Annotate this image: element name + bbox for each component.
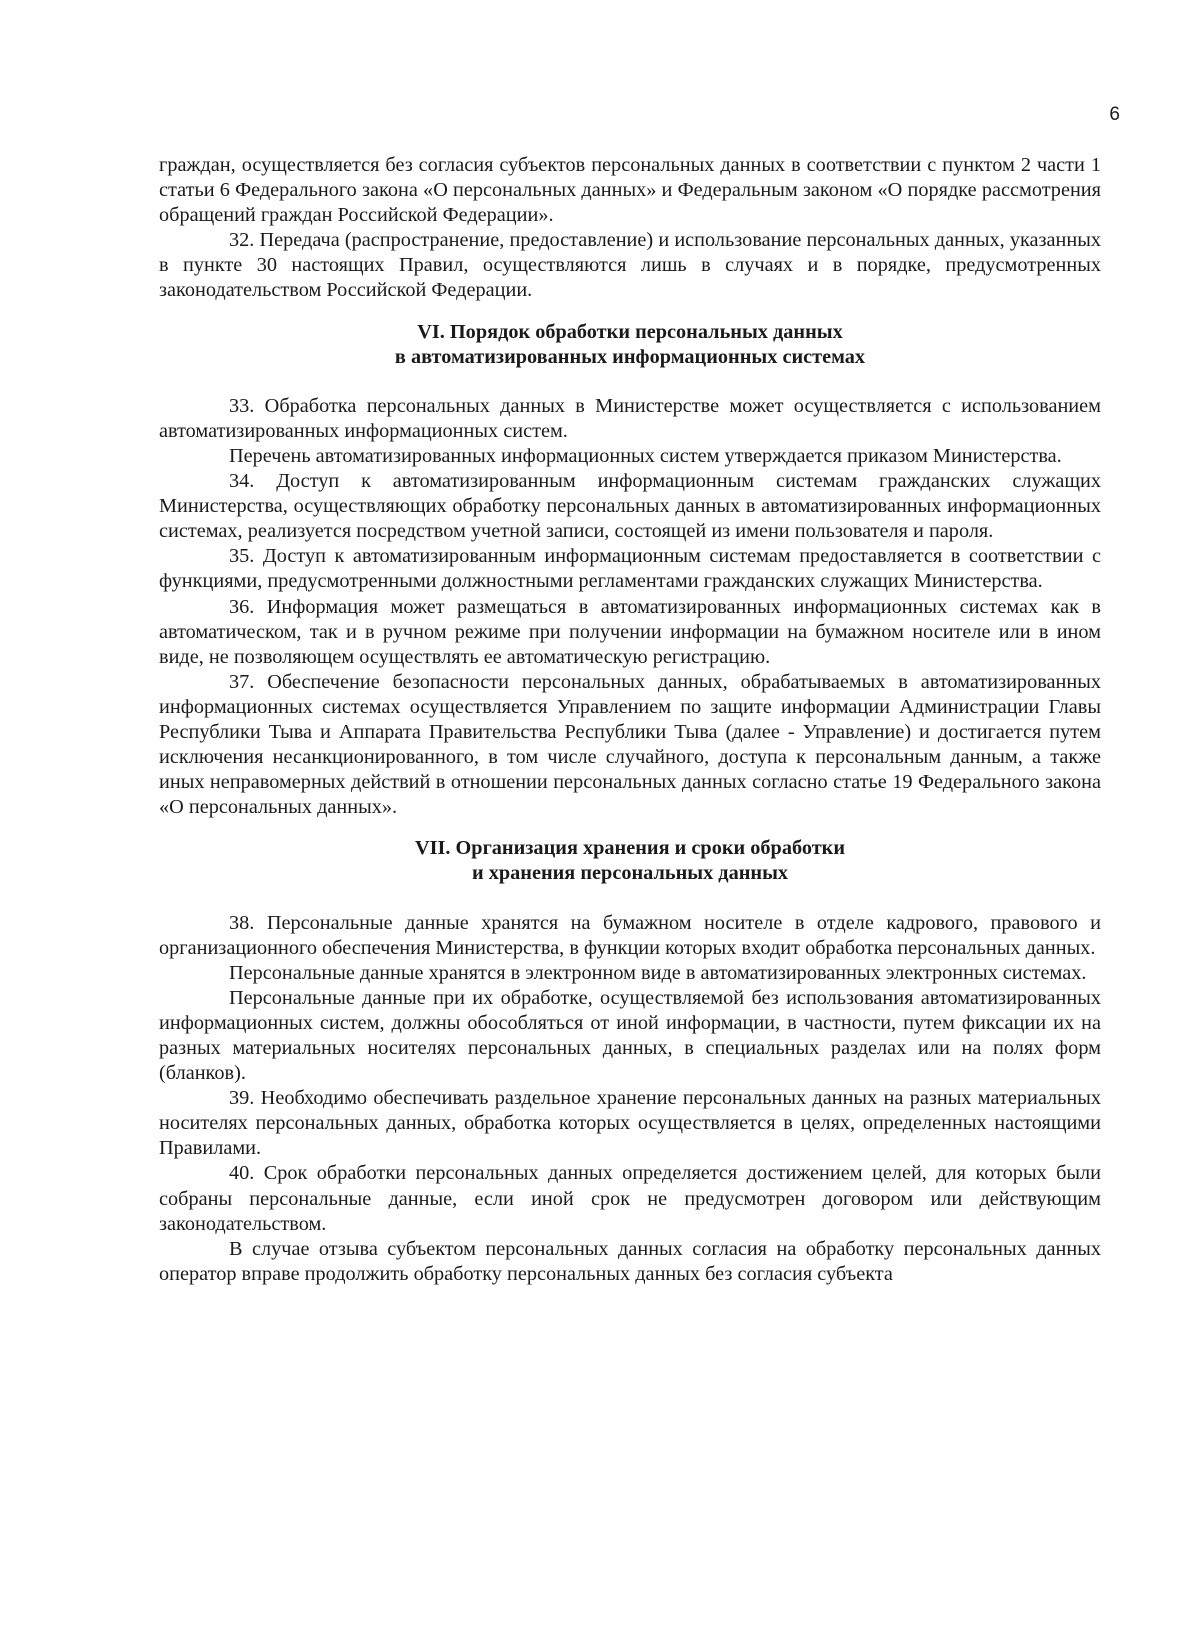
paragraph-35: 35. Доступ к автоматизированным информационным системам предоставляется в соответствии с функциями, предусмотренными должностными регламентами гражданских служащих Министерства. <box>159 545 1101 593</box>
section-heading-vi-line2: в автоматизированных информационных системах <box>394 345 866 368</box>
paragraph-39: 39. Необходимо обеспечивать раздельное хранение персональных данных на разных материальных носителях персональных данных, обработка которых осуществляется в целях, определенных настоящими Правилами. <box>159 1087 1101 1160</box>
paragraph-continuation: граждан, осуществляется без согласия субъектов персональных данных в соответствии с пунктом 2 части 1 статьи 6 Федерального закона «О персональных данных» и Федеральным законом «О порядке рассмотрения обращений граждан Российской Федерации». <box>159 154 1101 227</box>
section-heading-vii-line1: VII. Организация хранения и сроки обработки <box>414 837 846 860</box>
paragraph-38-electronic: Персональные данные хранятся в электронном виде в автоматизированных электронных системах. <box>229 961 1087 984</box>
document-body <box>159 153 1101 1287</box>
section-heading-vii <box>159 836 1101 886</box>
paragraph-36: 36. Информация может размещаться в автоматизированных информационных системах как в автоматическом, так и в ручном режиме при получении информации на бумажном носителе или в ином виде, не позволяющем осуществлять ее автоматическую регистрацию. <box>159 595 1101 668</box>
paragraph-34: 34. Доступ к автоматизированным информационным системам гражданских служащих Министерства, осуществляющих обработку персональных данных в автоматизированных информационных системах, реализуется посредством учетной записи, состоящей из имени пользователя и пароля. <box>159 470 1101 543</box>
paragraph-40: 40. Срок обработки персональных данных определяется достижением целей, для которых были собраны персональные данные, если иной срок не предусмотрен договором или действующим законодательством. <box>159 1162 1101 1235</box>
section-heading-vii-line2: и хранения персональных данных <box>471 862 789 885</box>
paragraph-32: 32. Передача (распространение, предоставление) и использование персональных данных, указанных в пункте 30 настоящих Правил, осуществляются лишь в случаях и в порядке, предусмотренных законодательством Российской Федерации. <box>159 229 1101 302</box>
section-heading-vi-line1: VI. Порядок обработки персональных данных <box>417 320 843 343</box>
paragraph-40-withdrawal: В случае отзыва субъектом персональных данных согласия на обработку персональных данных оператор вправе продолжить обработку персональных данных без согласия субъекта <box>159 1237 1101 1285</box>
paragraph-37: 37. Обеспечение безопасности персональных данных, обрабатываемых в автоматизированных информационных системах осуществляется Управлением по защите информации Администрации Главы Республики Тыва и Аппарата Правительства Республики Тыва (далее - Управление) и достигается путем исключения несанкционированного, в том числе случайного, доступа к персональным данным, а также иных неправомерных действий в отношении персональных данных согласно статье 19 Федерального закона «О персональных данных». <box>159 670 1101 819</box>
paragraph-38: 38. Персональные данные хранятся на бумажном носителе в отделе кадрового, правового и организационного обеспечения Министерства, в функции которых входит обработка персональных данных. <box>159 911 1101 959</box>
paragraph-33-list: Перечень автоматизированных информационных систем утверждается приказом Министерства. <box>229 444 1062 467</box>
page-number: 6 <box>1109 104 1120 125</box>
paragraph-33: 33. Обработка персональных данных в Министерстве может осуществляется с использованием автоматизированных информационных систем. <box>159 394 1101 442</box>
paragraph-38-separation: Персональные данные при их обработке, осуществляемой без использования автоматизированных информационных систем, должны обособляться от иной информации, в частности, путем фиксации их на разных материальных носителях персональных данных, в специальных разделах или на полях форм (бланков). <box>159 986 1101 1085</box>
section-heading-vi <box>159 320 1101 370</box>
